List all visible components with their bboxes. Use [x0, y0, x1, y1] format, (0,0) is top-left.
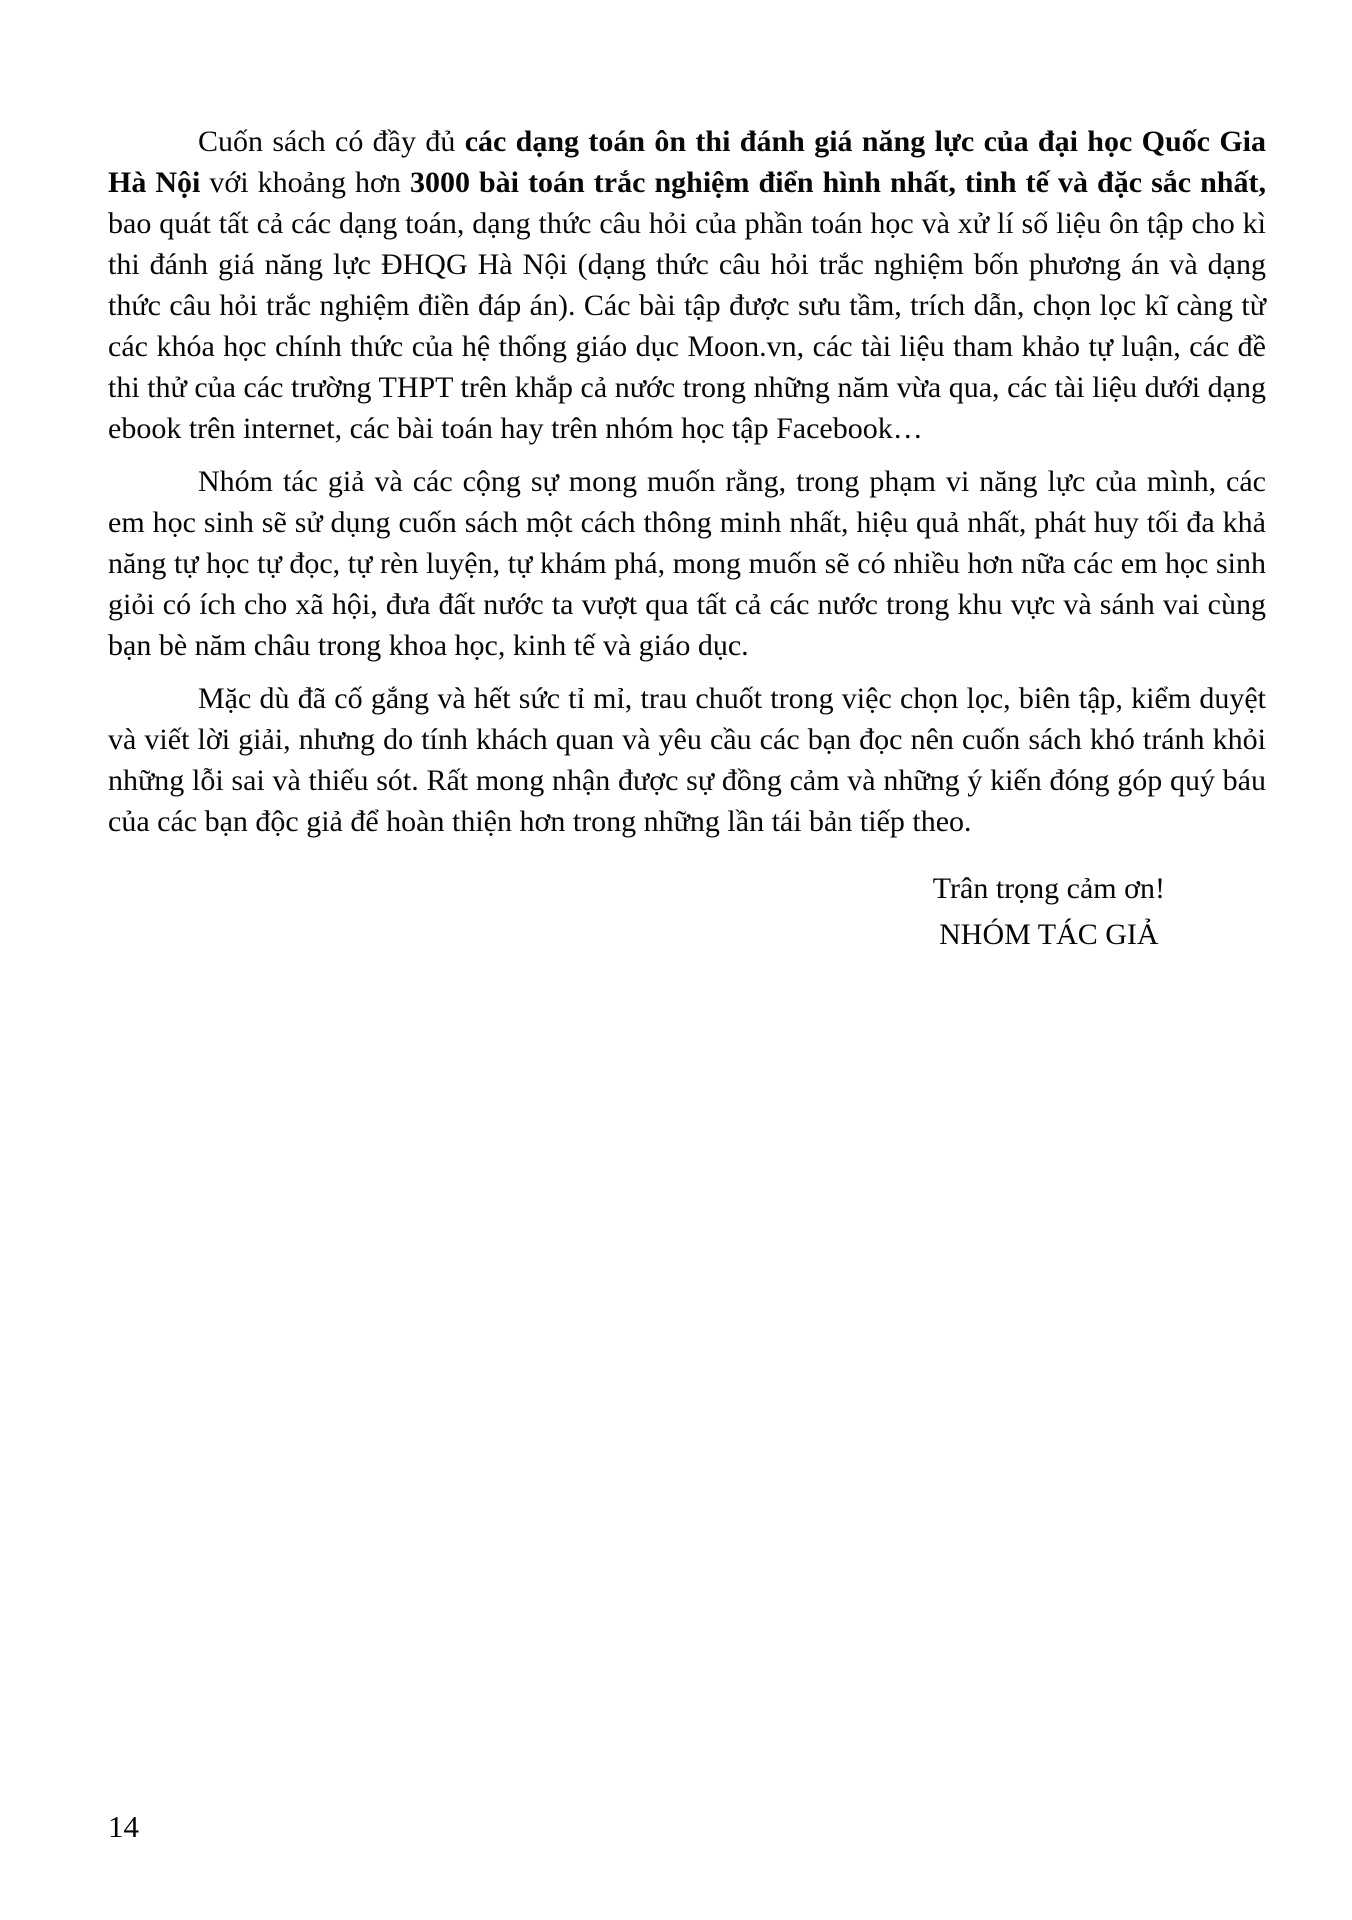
bold-text-run: 3000 bài toán trắc nghiệm điển hình nhất, tinh tế và đặc sắc nhất, [409, 166, 1266, 199]
paragraph [108, 461, 1266, 666]
text-run: bao quát tất cả các dạng toán, dạng thức câu hỏi của phần toán học và xử lí số liệu ôn tập cho kì thi đánh giá năng lực ĐHQG Hà Nội (dạng thức câu hỏi trắc nghiệm bốn phương án và dạng thức câu hỏi trắc nghiệm điền đáp án). Các bài tập được sưu tầm, trích dẫn, chọn lọc kĩ càng từ các khóa học chính thức của hệ thống giáo dục Moon.vn, các tài liệu tham khảo tự luận, các đề thi thử của các trường THPT trên khắp cả nước trong những năm vừa qua, các tài liệu dưới dạng ebook trên internet, các bài toán hay trên nhóm học tập Facebook… [108, 207, 1266, 445]
paragraph-list [108, 121, 1266, 842]
paragraph [108, 678, 1266, 842]
text-run: Nhóm tác giả và các cộng sự mong muốn rằng, trong phạm vi năng lực của mình, các em học sinh sẽ sử dụng cuốn sách một cách thông minh nhất, hiệu quả nhất, phát huy tối đa khả năng tự học tự đọc, tự rèn luyện, tự khám phá, mong muốn sẽ có nhiều hơn nữa các em học sinh giỏi có ích cho xã hội, đưa đất nước ta vượt qua tất cả các nước trong khu vực và sánh vai cùng bạn bè năm châu trong khoa học, kinh tế và giáo dục. [108, 465, 1266, 662]
closing-thanks: Trân trọng cảm ơn! [932, 872, 1165, 905]
bold-text-run: các dạng toán ôn thi đánh giá năng lực của đại học Quốc Gia Hà Nội [108, 125, 1266, 199]
text-run: với khoảng hơn [200, 166, 410, 199]
signoff-block [832, 868, 1266, 955]
page-number: 14 [108, 1809, 139, 1844]
text-run: Mặc dù đã cố gắng và hết sức tỉ mỉ, trau chuốt trong việc chọn lọc, biên tập, kiểm duyệt và viết lời giải, nhưng do tính khách quan và yêu cầu các bạn đọc nên cuốn sách khó tránh khỏi những lỗi sai và thiếu sót. Rất mong nhận được sự đồng cảm và những ý kiến đóng góp quý báu của các bạn độc giả để hoàn thiện hơn trong những lần tái bản tiếp theo. [108, 682, 1266, 838]
paragraph [108, 121, 1266, 449]
author-group-name: NHÓM TÁC GIẢ [939, 918, 1159, 951]
preface-body [108, 121, 1266, 955]
text-run: Cuốn sách có đầy đủ [198, 125, 465, 158]
